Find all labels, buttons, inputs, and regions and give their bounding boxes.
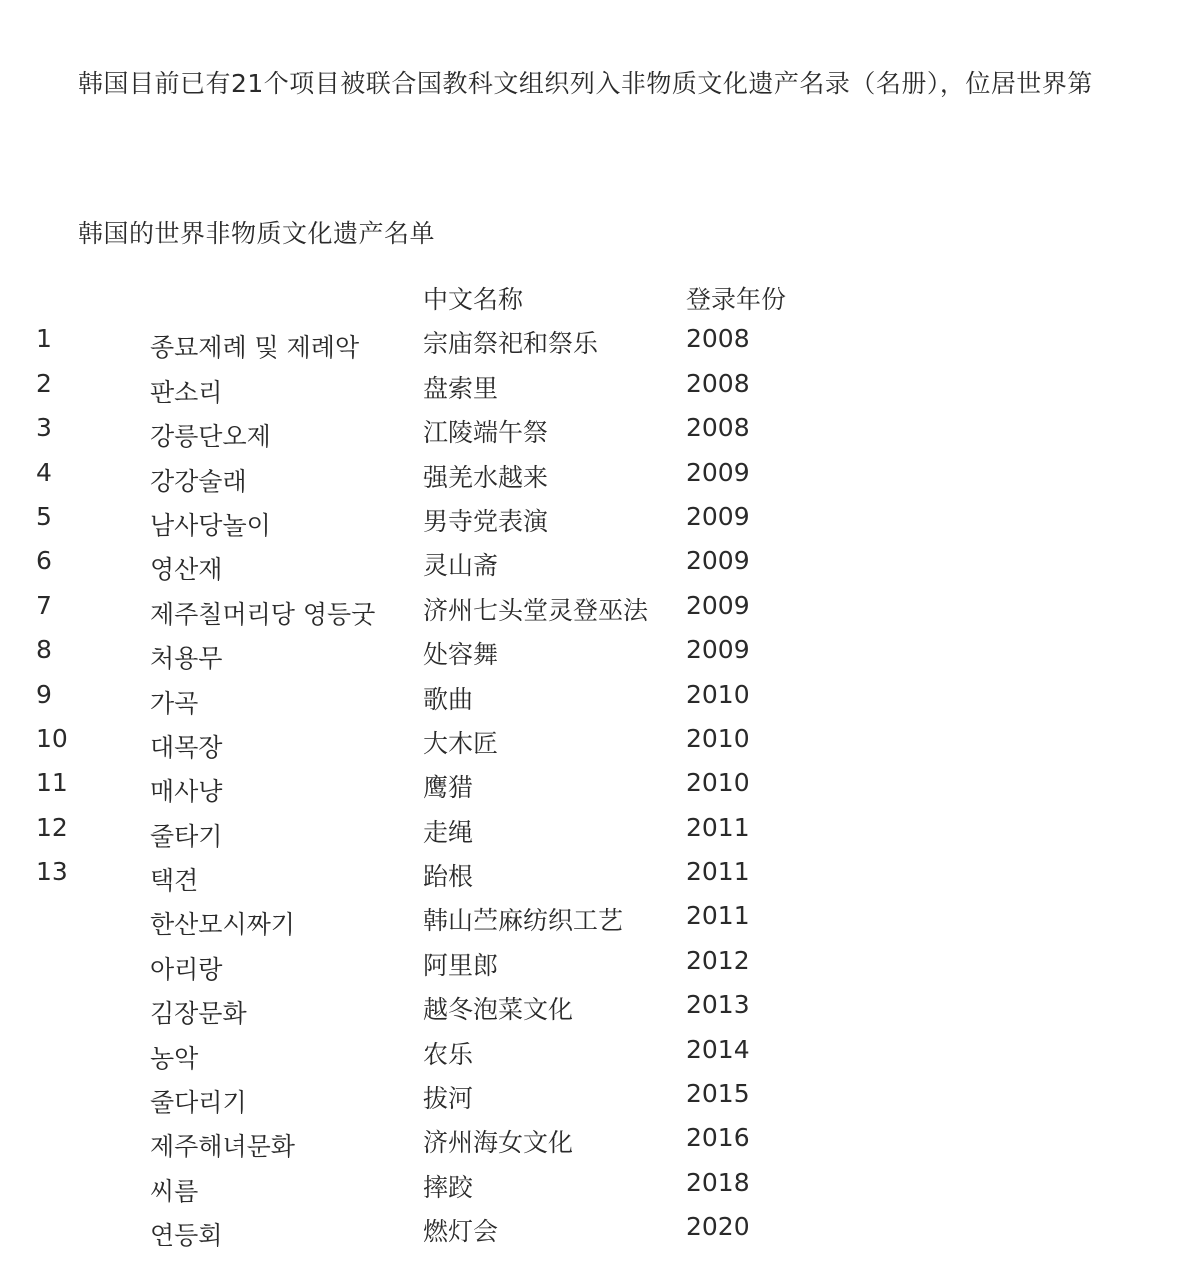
chinese-name: 济州海女文化	[423, 1128, 574, 1158]
row-number: 6	[36, 546, 52, 576]
heritage-table	[36, 280, 856, 1257]
korean-name: 강릉단오제	[150, 422, 271, 452]
row-number: 1	[36, 324, 52, 354]
korean-name: 줄다리기	[150, 1088, 247, 1118]
table-row	[36, 369, 856, 413]
table-row	[36, 1079, 856, 1123]
chinese-name: 阿里郎	[423, 950, 499, 980]
korean-name: 판소리	[150, 377, 223, 407]
registration-year: 2010	[686, 768, 750, 798]
chinese-name: 江陵端午祭	[423, 418, 549, 448]
registration-year: 2011	[686, 812, 750, 842]
intro-paragraph: 韩国目前已有21个项目被联合国教科文组织列入非物质文化遗产名录（名册），位居世界第	[78, 69, 1093, 98]
row-number: 2	[36, 368, 52, 398]
row-number: 7	[36, 590, 52, 620]
chinese-name: 大木匠	[423, 728, 499, 758]
registration-year: 2013	[686, 990, 750, 1020]
korean-name: 한산모시짜기	[150, 910, 295, 940]
chinese-name: 灵山斋	[423, 551, 499, 581]
chinese-name: 摔跤	[423, 1172, 474, 1202]
korean-name: 남사당놀이	[150, 510, 271, 540]
korean-name: 강강술래	[150, 466, 247, 496]
korean-name: 대목장	[150, 732, 223, 762]
table-row	[36, 680, 856, 724]
table-row	[36, 946, 856, 990]
korean-name: 씨름	[150, 1176, 199, 1206]
registration-year: 2009	[686, 457, 750, 487]
table-row	[36, 1123, 856, 1167]
table-row	[36, 724, 856, 768]
chinese-name: 强羌水越来	[423, 462, 549, 492]
registration-year: 2008	[686, 368, 750, 398]
chinese-name: 处容舞	[423, 640, 499, 670]
chinese-name: 燃灯会	[423, 1217, 499, 1247]
table-row	[36, 546, 856, 590]
table-header-row	[36, 280, 856, 324]
list-title: 韩国的世界非物质文化遗产名单	[78, 219, 436, 248]
row-number: 11	[36, 768, 68, 798]
table-row	[36, 1035, 856, 1079]
registration-year: 2009	[686, 501, 750, 531]
chinese-name: 跆根	[423, 862, 474, 892]
registration-year: 2020	[686, 1212, 750, 1242]
table-row	[36, 591, 856, 635]
korean-name: 처용무	[150, 644, 223, 674]
table-row	[36, 813, 856, 857]
table-row	[36, 1212, 856, 1256]
table-row	[36, 502, 856, 546]
header-year: 登录年份	[686, 285, 787, 314]
registration-year: 2014	[686, 1034, 750, 1064]
chinese-name: 走绳	[423, 817, 474, 847]
korean-name: 택견	[150, 866, 199, 896]
registration-year: 2009	[686, 590, 750, 620]
chinese-name: 男寺党表演	[423, 506, 549, 536]
row-number: 12	[36, 812, 68, 842]
chinese-name: 歌曲	[423, 684, 474, 714]
row-number: 4	[36, 457, 52, 487]
registration-year: 2015	[686, 1079, 750, 1109]
chinese-name: 韩山苎麻纺织工艺	[423, 906, 624, 936]
row-number: 10	[36, 723, 68, 753]
row-number: 13	[36, 857, 68, 887]
row-number: 8	[36, 635, 52, 665]
korean-name: 아리랑	[150, 954, 223, 984]
korean-name: 줄타기	[150, 821, 223, 851]
korean-name: 농악	[150, 1043, 199, 1073]
table-row	[36, 1168, 856, 1212]
registration-year: 2012	[686, 945, 750, 975]
registration-year: 2008	[686, 413, 750, 443]
row-number: 3	[36, 413, 52, 443]
table-row	[36, 901, 856, 945]
registration-year: 2011	[686, 901, 750, 931]
korean-name: 종묘제례 및 제례악	[150, 333, 360, 363]
table-body	[36, 324, 856, 1256]
table-row	[36, 990, 856, 1034]
registration-year: 2016	[686, 1123, 750, 1153]
chinese-name: 盘索里	[423, 373, 499, 403]
registration-year: 2009	[686, 635, 750, 665]
registration-year: 2009	[686, 546, 750, 576]
table-row	[36, 458, 856, 502]
table-row	[36, 768, 856, 812]
korean-name: 영산재	[150, 555, 223, 585]
chinese-name: 拔河	[423, 1084, 474, 1114]
korean-name: 제주해녀문화	[150, 1132, 295, 1162]
korean-name: 매사냥	[150, 777, 223, 807]
chinese-name: 鹰猎	[423, 773, 474, 803]
registration-year: 2010	[686, 723, 750, 753]
chinese-name: 农乐	[423, 1039, 474, 1069]
row-number: 5	[36, 501, 52, 531]
registration-year: 2011	[686, 857, 750, 887]
table-row	[36, 857, 856, 901]
table-row	[36, 324, 856, 368]
table-row	[36, 413, 856, 457]
registration-year: 2018	[686, 1167, 750, 1197]
chinese-name: 越冬泡菜文化	[423, 995, 574, 1025]
korean-name: 가곡	[150, 688, 199, 718]
korean-name: 김장문화	[150, 999, 247, 1029]
registration-year: 2010	[686, 679, 750, 709]
chinese-name: 济州七头堂灵登巫法	[423, 595, 649, 625]
korean-name: 제주칠머리당 영등굿	[150, 599, 376, 629]
korean-name: 연등회	[150, 1221, 223, 1251]
row-number: 9	[36, 679, 52, 709]
header-chinese-name: 中文名称	[423, 285, 524, 314]
table-row	[36, 635, 856, 679]
chinese-name: 宗庙祭祀和祭乐	[423, 329, 599, 359]
registration-year: 2008	[686, 324, 750, 354]
